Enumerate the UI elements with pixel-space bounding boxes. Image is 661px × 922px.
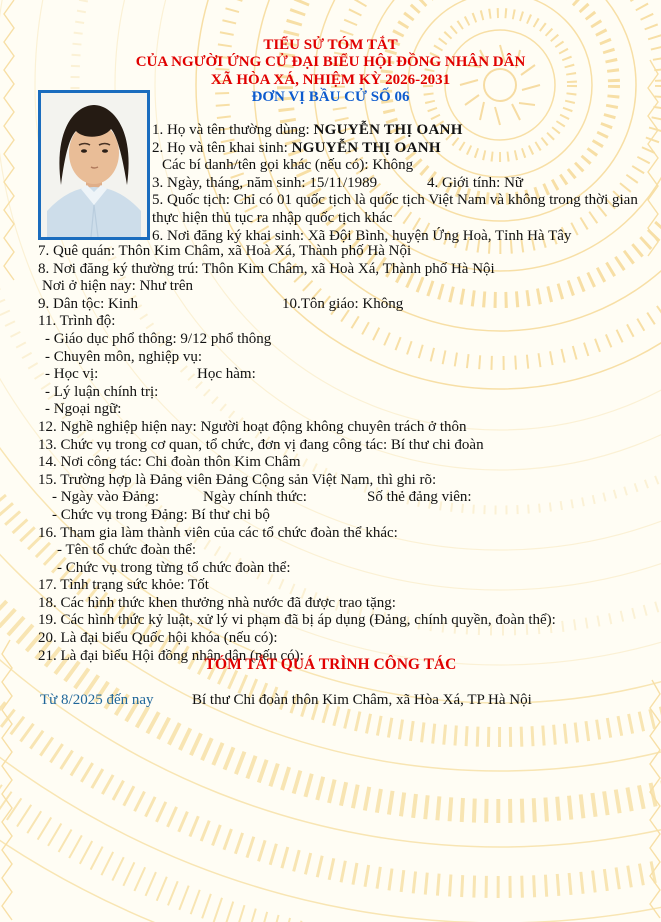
work-role: Bí thư Chi đoàn thôn Kim Châm, xã Hòa Xá, TP Hà Nội [192,692,532,708]
field-national-assembly-terms: 20. Là đại biểu Quốc hội khóa (nếu có): [38,630,278,647]
field-current-residence: Nơi ở hiện nay: Như trên [42,278,194,295]
field-general-education: - Giáo dục phổ thông: 9/12 phổ thông [45,330,272,347]
field-birth-name-value: NGUYỄN THỊ OANH [291,139,441,156]
field-foreign-language: - Ngoại ngữ: [45,401,122,418]
personal-info-top-block [152,122,644,245]
personal-info-main-block [38,243,639,665]
field-birth-name [152,140,644,158]
field-workplace: 14. Nơi công tác: Chi đoàn thôn Kim Châm [38,454,301,471]
field-hometown: 7. Quê quán: Thôn Kim Châm, xã Hoà Xá, Thành phố Hà Nội [38,243,412,259]
field-academic-title: Học hàm: [197,366,256,383]
field-party-card-number: Số thẻ đảng viên: [367,489,472,506]
field-gender: 4. Giới tính: Nữ [427,174,524,191]
field-ethnicity: 9. Dân tộc: Kinh [38,295,138,312]
field-birth-registration-place: 6. Nơi đăng ký khai sinh: Xã Đội Bình, huyện Ứng Hoà, Tỉnh Hà Tây [152,227,572,244]
field-degree-title-row [38,366,639,384]
field-position-in-organization: 13. Chức vụ trong cơ quan, tổ chức, đơn vị đang công tác: Bí thư chi đoàn [38,436,484,453]
field-state-awards: 18. Các hình thức khen thưởng nhà nước đã được trao tặng: [38,594,396,611]
work-history-title: TÓM TẮT QUÁ TRÌNH CÔNG TÁC [204,656,457,673]
work-period: Từ 8/2025 đến nay [40,692,154,708]
field-party-position: - Chức vụ trong Đảng: Bí thư chi bộ [52,506,270,523]
field-academic-degree: - Học vị: [45,366,99,383]
field-party-dates-row [38,489,639,507]
field-aliases: Các bí danh/tên gọi khác (nếu có): Không [162,157,414,174]
field-common-name [152,122,644,140]
field-religion: 10.Tôn giáo: Không [282,295,404,312]
document-subtitle: CỦA NGƯỜI ỨNG CỬ ĐẠI BIỂU HỘI ĐỒNG NHÂN DÂN [135,54,526,71]
field-current-occupation: 12. Nghề nghiệp hiện nay: Người hoạt động không chuyên trách ở thôn [38,418,467,435]
field-permanent-residence: 8. Nơi đăng ký thường trú: Thôn Kim Châm, xã Hoà Xá, Thành phố Hà Nội [38,260,495,277]
field-organization-name: - Tên tổ chức đoàn thể: [57,542,197,559]
election-unit-line: ĐƠN VỊ BẦU CỬ SỐ 06 [251,89,410,106]
field-organization-position: - Chức vụ trong từng tổ chức đoàn thể: [57,559,291,576]
field-health-status: 17. Tình trạng sức khỏe: Tốt [38,577,209,594]
field-political-theory: - Lý luận chính trị: [45,383,159,400]
field-other-organizations-heading: 16. Tham gia làm thành viên của các tổ chức đoàn thể khác: [38,524,398,541]
field-professional-qualification: - Chuyên môn, nghiệp vụ: [45,348,203,365]
field-date-of-birth: 3. Ngày, tháng, năm sinh: 15/11/1989 [152,174,378,191]
commune-term-line: XÃ HÒA XÁ, NHIỆM KỲ 2026-2031 [210,71,451,88]
candidate-photo [38,90,150,240]
field-party-member-heading: 15. Trường hợp là Đảng viên Đảng Cộng sản Việt Nam, thì ghi rõ: [38,471,437,488]
field-nationality: 5. Quốc tịch: Chỉ có 01 quốc tịch là quốc tịch Việt Nam và không trong thời gian thực hiện thủ tục ra nhập quốc tịch khác [152,192,642,226]
portrait-illustration [41,93,147,237]
field-education-heading: 11. Trình độ: [38,313,116,330]
field-disciplinary-actions: 19. Các hình thức kỷ luật, xử lý vi phạm đã bị áp dụng (Đảng, chính quyền, đoàn thể): [38,612,556,629]
field-peoples-council-terms: 21. Là đại biểu Hội đồng nhân dân (nếu có): [38,647,304,664]
field-ethnicity-religion-row [38,296,639,314]
work-history-row [40,692,641,709]
field-common-name-label: 1. Họ và tên thường dùng: [152,122,314,138]
field-party-official-date: Ngày chính thức: [203,489,307,506]
document-title: TIỂU SỬ TÓM TẮT [263,37,398,53]
field-birth-name-label: 2. Họ và tên khai sinh: [152,139,292,156]
field-party-join-date: - Ngày vào Đảng: [52,489,160,506]
field-dob-gender-row [152,175,644,193]
field-common-name-value: NGUYỄN THỊ OANH [313,122,463,138]
